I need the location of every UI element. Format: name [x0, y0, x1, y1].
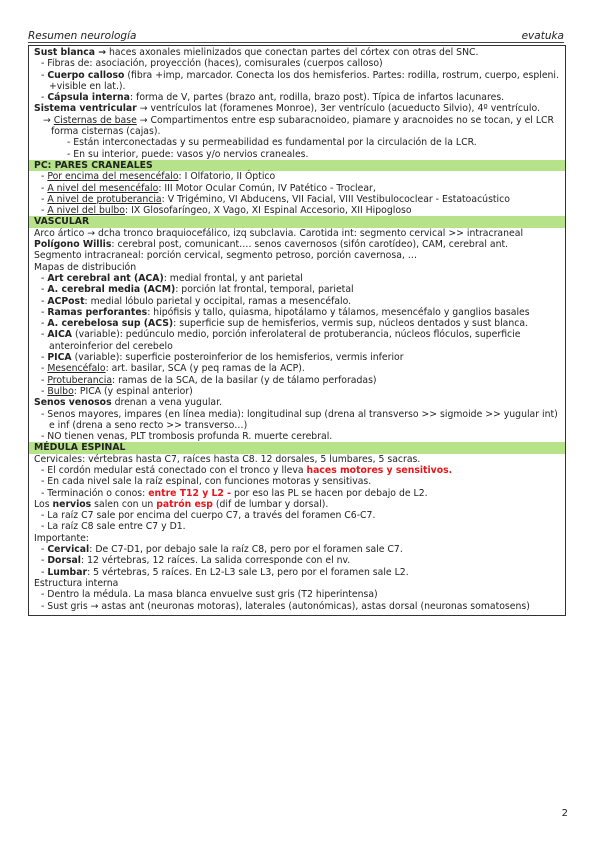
term: A nivel del bulbo	[47, 205, 125, 217]
term: Dorsal	[47, 555, 81, 567]
term: Ramas perforantes	[47, 306, 148, 318]
text: : 12 vértebras, 12 raíces. La salida corresponde con el nv.	[81, 555, 351, 567]
page-number: 2	[561, 808, 568, 819]
text: : cerebral post, comunicant…. senos cavernosos (sifón carotídeo), CAM, cerebral ant.	[111, 239, 509, 251]
text-line: - AICA (variable): pedúnculo medio, porción inferolateral de protuberancia, núcleos flóculos, superficie anteroinferior del cerebelo	[41, 329, 521, 352]
text: -	[41, 69, 48, 81]
term: Sistema ventricular	[34, 103, 137, 115]
term: Cervical	[47, 544, 90, 556]
term: Cuerpo calloso	[47, 69, 125, 81]
text: : De C7-D1, por debajo sale la raíz C8, pero por el foramen sale C7.	[89, 544, 403, 556]
text-line: - Cervical: De C7-D1, por debajo sale la raíz C8, pero por el foramen sale C7.	[41, 544, 403, 556]
text: : 5 vértebras, 5 raíces. En L2-L3 sale L3, pero por el foramen sale L2.	[87, 566, 409, 578]
text: : IX Glosofaríngeo, X Vago, XI Espinal Accesorio, XII Hipogloso	[125, 205, 412, 217]
text-line: - Senos mayores, impares (en línea media): longitudinal sup (drena al transverso >> sigmoide >> yugular int) e inf (drena a seno recto >> transverso…)	[41, 408, 558, 431]
text: salen con un	[91, 498, 157, 510]
highlight: haces motores y sensitivos.	[306, 464, 453, 476]
text-line: - En cada nivel sale la raíz espinal, con funciones motoras y sensitivas.	[41, 476, 372, 488]
text-line: - La raíz C8 sale entre C7 y D1.	[41, 521, 186, 533]
highlight: patrón esp	[156, 498, 213, 510]
text-line: - NO tienen venas, PLT trombosis profunda R. muerte cerebral.	[41, 431, 333, 443]
text: -	[41, 193, 48, 205]
text: -	[41, 205, 48, 217]
text-line	[29, 194, 565, 205]
text-line	[29, 488, 565, 499]
term: A nivel de protuberancia	[47, 193, 162, 205]
text: - El cordón medular está conectado con el tronco y lleva	[41, 464, 307, 476]
text-line	[29, 239, 565, 250]
term: Por encima del mesencéfalo	[47, 171, 179, 183]
term: A nivel del mesencéfalo	[47, 182, 159, 194]
text-line: - Sust gris → astas ant (neuronas motoras), laterales (autonómicas), astas dorsal (neuronas somatosens)	[41, 600, 530, 612]
term: Cápsula interna	[47, 92, 130, 104]
text: : I Olfatorio, II Óptico	[178, 171, 276, 183]
page-header	[28, 30, 564, 42]
text-line: Estructura interna	[34, 577, 119, 589]
text: : hipófisis y tallo, quiasma, hipotálamo y tálamos, mesencéfalo y ganglios basales	[147, 306, 530, 318]
text-line: Importante:	[34, 532, 89, 544]
notes-box	[28, 45, 566, 616]
text-line: Cervicales: vértebras hasta C7, raíces hasta C8. 12 dorsales, 5 lumbares, 5 sacras.	[34, 453, 421, 465]
text: → Compartimentos entre esp subaracnoideo, piamare y aracnoides no se tocan, y el LCR forma cisternas (cajas).	[51, 114, 554, 138]
text-line	[29, 205, 565, 216]
text: : superficie sup de hemisferios, vermis sup, núcleos dentados y sust blanca.	[173, 318, 529, 330]
text: -	[41, 171, 48, 183]
term: Senos venosos	[34, 397, 112, 409]
text-line: - La raíz C7 sale por encima del cuerpo C7, a través del foramen C6-C7.	[41, 510, 376, 522]
header-title: Resumen neurología	[28, 30, 137, 42]
term: A. cerebelosa sup (ACS)	[47, 318, 174, 330]
text: - Terminación o conos:	[41, 487, 149, 499]
text: → ventrículos lat (foramenes Monroe), 3er ventrículo (acueducto Silvio), 4º ventrículo.	[136, 103, 540, 115]
text: : porción lat frontal, temporal, parietal	[175, 284, 354, 296]
text: : III Motor Ocular Común, IV Patético - Troclear,	[158, 182, 376, 194]
text: -	[41, 182, 48, 194]
text: : V Trigémino, VI Abducens, VII Facial, VIII Vestibulococlear - Estatoacústico	[161, 193, 510, 205]
text-line: Segmento intracraneal: porción cervical, segmento petroso, porción cavernosa, …	[34, 250, 418, 262]
text-line: - Bulbo: PICA (y espinal anterior)	[41, 385, 193, 397]
text: (dif de lumbar y dorsal).	[212, 498, 329, 510]
text: drenan a vena yugular.	[111, 397, 223, 409]
text: : forma de V, partes (brazo ant, rodilla, brazo post). Típica de infartos lacunares.	[129, 92, 505, 104]
header-divider	[28, 42, 564, 43]
term: Cisternas de base	[53, 114, 137, 126]
text-line	[29, 171, 565, 182]
text-line: Arco ártico → dcha tronco braquiocefálico, izq subclavia. Carotida int: segmento cervical >> intracraneal	[34, 227, 524, 239]
term: Bulbo	[47, 385, 74, 397]
section-heading: PC: PARES CRANEALES	[29, 160, 565, 171]
text-line: Mapas de distribución	[34, 261, 137, 273]
text-line	[29, 70, 565, 93]
term: Sust blanca →	[34, 47, 107, 58]
text-line	[29, 183, 565, 194]
text-line	[29, 499, 565, 510]
term: ACPost	[47, 295, 85, 307]
text-line	[29, 47, 565, 58]
section-heading: MÉDULA ESPINAL	[29, 442, 565, 453]
text: →	[43, 114, 54, 126]
text-line: - Dentro la médula. La masa blanca envuelve sust gris (T2 hiperintensa)	[41, 589, 378, 601]
text: -	[41, 92, 48, 104]
text: : art. basilar, SCA (y peq ramas de la ACP).	[105, 363, 305, 375]
term: Mesencéfalo	[47, 363, 106, 375]
text: Los	[34, 498, 53, 510]
text-line	[29, 397, 565, 408]
text: : medial lóbulo parietal y occipital, ramas a mesencéfalo.	[84, 295, 352, 307]
text-line: - Fibras de: asociación, proyección (haces), comisurales (cuerpos calloso)	[41, 58, 383, 70]
term: AICA	[47, 329, 72, 341]
section-heading: VASCULAR	[29, 216, 565, 227]
text: : ramas de la SCA, de la basilar (y de tálamo perforadas)	[112, 374, 377, 386]
term: PICA	[47, 352, 72, 364]
text-line: - Mesencéfalo: art. basilar, SCA (y peq ramas de la ACP).	[41, 363, 305, 375]
term: Art cerebral ant (ACA)	[47, 272, 164, 284]
text-line: - A. cerebral media (ACM): porción lat frontal, temporal, parietal	[41, 284, 354, 296]
term: Protuberancia	[47, 374, 113, 386]
text: por eso las PL se hacen por debajo de L2.	[231, 487, 428, 499]
text-line: - Están interconectadas y su permeabilidad es fundamental por la circulación de la LCR.	[67, 137, 477, 149]
text: (fibra +imp, marcador. Conecta los dos hemisferios. Partes: rodilla, rostrum, cuerpo, espleni. +visible en lat.).	[49, 69, 559, 92]
text-line: - ACPost: medial lóbulo parietal y occipital, ramas a mesencéfalo.	[41, 295, 352, 307]
text: haces axonales mielinizados que conectan partes del córtex con otras del SNC.	[106, 47, 479, 58]
term: Lumbar	[47, 566, 88, 578]
highlight: entre T12 y L2 -	[148, 487, 231, 499]
text-line: - A. cerebelosa sup (ACS): superficie sup de hemisferios, vermis sup, núcleos dentados y sust blanca.	[41, 318, 529, 330]
text-line: - Dorsal: 12 vértebras, 12 raíces. La salida corresponde con el nv.	[41, 555, 351, 567]
term: nervios	[52, 498, 92, 510]
text-line: - PICA (variable): superficie posteroinferior de los hemisferios, vermis inferior	[41, 352, 404, 364]
text-line	[29, 103, 565, 114]
text: (variable): pedúnculo medio, porción inferolateral de protuberancia, núcleos flóculos, superficie anteroinferior del cerebelo	[49, 329, 521, 352]
text: : PICA (y espinal anterior)	[73, 385, 193, 397]
term: Polígono Willis	[34, 239, 112, 251]
text-line: - En su interior, puede: vasos y/o nervios craneales.	[67, 148, 309, 160]
text-line	[29, 115, 565, 138]
term: A. cerebral media (ACM)	[47, 284, 176, 296]
text-line: - Protuberancia: ramas de la SCA, de la basilar (y de tálamo perforadas)	[41, 374, 377, 386]
text-line	[29, 465, 565, 476]
text: : medial frontal, y ant parietal	[163, 272, 303, 284]
text-line: - Lumbar: 5 vértebras, 5 raíces. En L2-L3 sale L3, pero por el foramen sale L2.	[41, 566, 409, 578]
text-line	[29, 92, 565, 103]
text-line: - Art cerebral ant (ACA): medial frontal, y ant parietal	[41, 272, 303, 284]
header-author: evatuka	[521, 30, 564, 42]
text: (variable): superficie posteroinferior de los hemisferios, vermis inferior	[71, 352, 404, 364]
text-line: - Ramas perforantes: hipófisis y tallo, quiasma, hipotálamo y tálamos, mesencéfalo y ganglios basales	[41, 306, 530, 318]
